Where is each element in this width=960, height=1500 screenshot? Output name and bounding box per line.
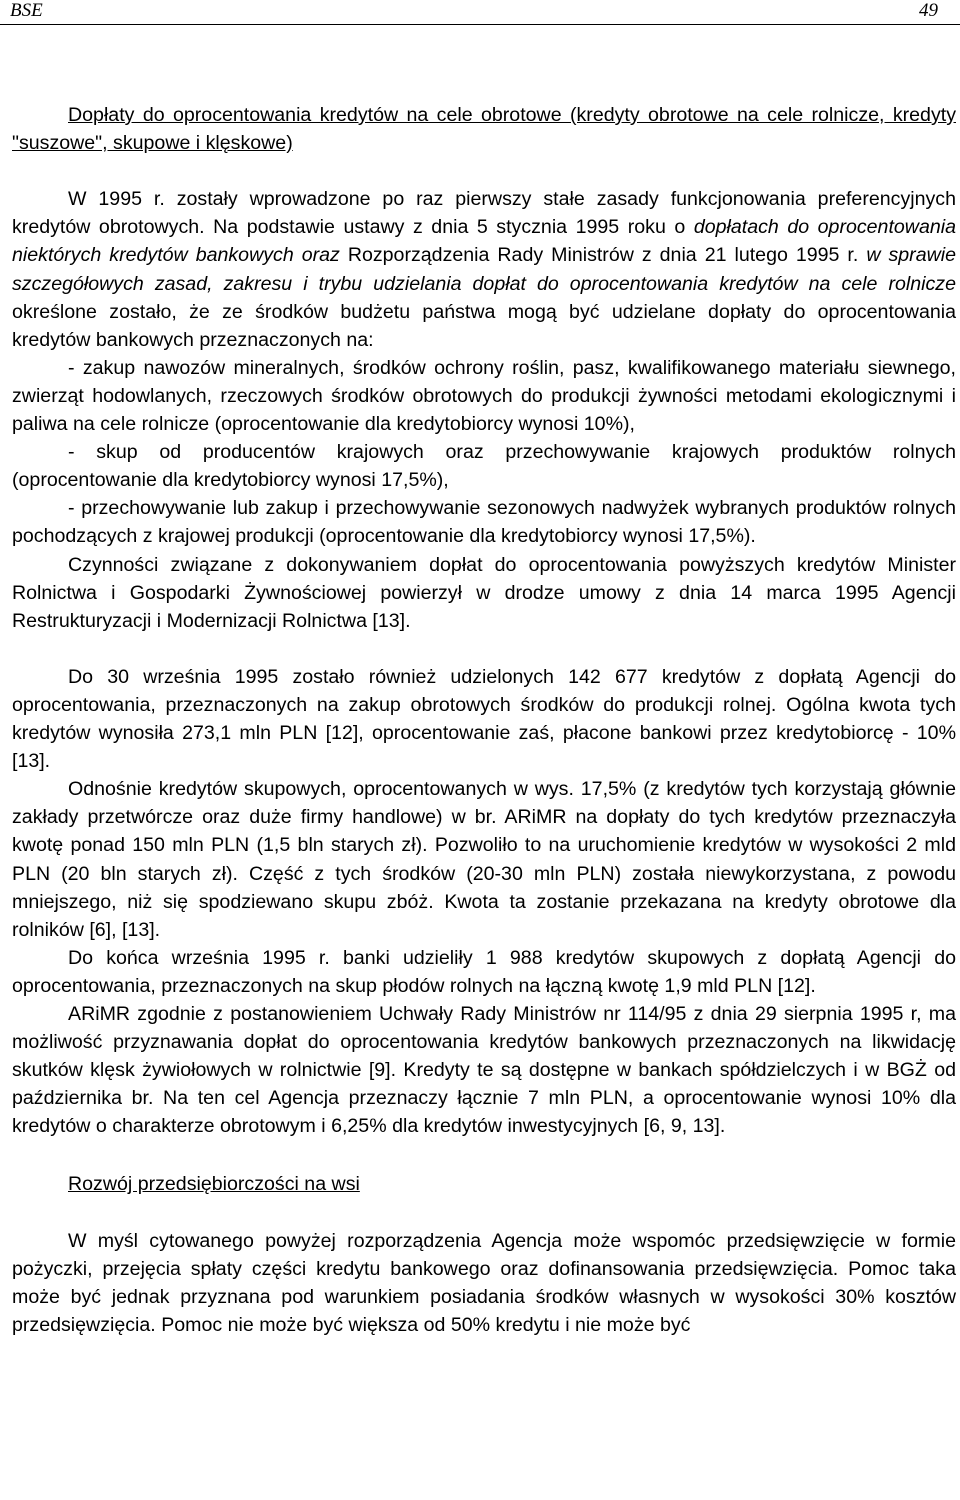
page-body xyxy=(12,101,956,1339)
italic-act-title: dopłatach do oprocentowania niektórych kredytów bankowych oraz xyxy=(12,216,956,267)
paragraph-3: Do 30 września 1995 zostało również udzielonych 142 677 kredytów z dopłatą Agencji do oprocentowania, przeznaczonych na zakup obrotowych środków do produkcji rolnej. Ogólna kwota tych kredytów wynosiła 273,1 mln PLN [12], oprocentowanie zaś, płacone bankowi przez kredytobiorcę - 10% [13]. xyxy=(12,665,956,773)
text-run: W 1995 r. zostały wprowadzone po raz pierwszy stałe zasady funkcjonowania preferencyjnych kredytów obrotowych. Na podstawie ustawy z dnia 5 stycznia 1995 roku o xyxy=(12,188,956,239)
running-header-title: BSE xyxy=(10,0,43,21)
page-header xyxy=(0,0,960,25)
paragraph-7: W myśl cytowanego powyżej rozporządzenia Agencja może wspomóc przedsięwzięcie w formie pożyczki, przejęcia spłaty części kredytu bankowego oraz dofinansowania przedsięwzięcia. Pomoc taka może być jednak przyznana pod warunkiem posiadania środków własnych w wysokości 30% kosztów przedsięwzięcia. Pomoc nie może być większa od 50% kredytu i nie może być xyxy=(12,1229,956,1336)
page-number: 49 xyxy=(919,0,938,21)
paragraph-1 xyxy=(12,185,956,354)
list-item: - skup od producentów krajowych oraz przechowywanie krajowych produktów rolnych (oprocentowanie dla kredytobiorcy wynosi 17,5%), xyxy=(12,441,956,492)
text-run: określone zostało, że ze środków budżetu państwa mogą być udzielane dopłaty do oprocentowania kredytów bankowych przeznaczonych na: xyxy=(12,300,956,351)
italic-regulation-title: w sprawie szczegółowych zasad, zakresu i trybu udzielania dopłat do oprocentowania kredytów na cele rolnicze xyxy=(12,244,956,295)
paragraph-6: ARiMR zgodnie z postanowieniem Uchwały Rady Ministrów nr 114/95 z dnia 29 sierpnia 1995 r, ma możliwość przyznawania dopłat do oprocentowania kredytów bankowych przeznaczonych na likwidację skutków klęsk żywiołowych w rolnictwie [9]. Kredyty te są dostępne w bankach spółdzielczych i w BGŻ od października br. Na ten cel Agencja przeznaczy łącznie 7 mln PLN, a oprocentowanie wynosi 10% dla kredytów o charakterze obrotowym i 6,25% dla kredytów inwestycyjnych [6, 9, 13]. xyxy=(12,1003,956,1138)
paragraph-4: Odnośnie kredytów skupowych, oprocentowanych w wys. 17,5% (z kredytów tych korzystają głównie zakłady przetwórcze oraz duże firmy handlowe) w br. ARiMR na dopłaty do tych kredytów przeznaczyła kwotę ponad 150 mln PLN (1,5 bln starych zł). Pozwoliło to na uruchomienie kredytów w wysokości 2 mld PLN (20 bln starych zł). Część z tych środków (20-30 mln PLN) została niewykorzystana, z powodu mniejszego, niż się spodziewano skupu zbóż. Kwota ta zostanie przekazana na kredyty obrotowe dla rolników [6], [13]. xyxy=(12,778,956,941)
paragraph-2: Czynności związane z dokonywaniem dopłat do oprocentowania powyższych kredytów Minister Rolnictwa i Gospodarki Żywnościowej powierzył w drodze umowy z dnia 14 marca 1995 Agencji Restrukturyzacji i Modernizacji Rolnictwa [13]. xyxy=(12,553,956,632)
text-run: Rozporządzenia Rady Ministrów z dnia 21 lutego 1995 r. xyxy=(339,244,867,267)
section-heading-dopłaty: Dopłaty do oprocentowania kredytów na cele obrotowe (kredyty obrotowe na cele rolnicze, kredyty "suszowe", skupowe i klęskowe) xyxy=(12,104,956,155)
list-item: - zakup nawozów mineralnych, środków ochrony roślin, pasz, kwalifikowanego materiału siewnego, zwierząt hodowlanych, rzeczowych środków obrotowych do produkcji żywności metodami ekologicznymi i paliwa na cele rolnicze (oprocentowanie dla kredytobiorcy wynosi 10%), xyxy=(12,356,956,436)
list-item: - przechowywanie lub zakup i przechowywanie sezonowych nadwyżek wybranych produktów rolnych pochodzących z krajowej produkcji (oprocentowanie dla kredytobiorcy wynosi 17,5%). xyxy=(12,497,956,548)
paragraph-5: Do końca września 1995 r. banki udzieliły 1 988 kredytów skupowych z dopłatą Agencji do oprocentowania, przeznaczonych na skup płodów rolnych na łączną kwotę 1,9 mld PLN [12]. xyxy=(12,946,956,997)
section-heading-rozwoj: Rozwój przedsiębiorczości na wsi xyxy=(68,1173,360,1196)
